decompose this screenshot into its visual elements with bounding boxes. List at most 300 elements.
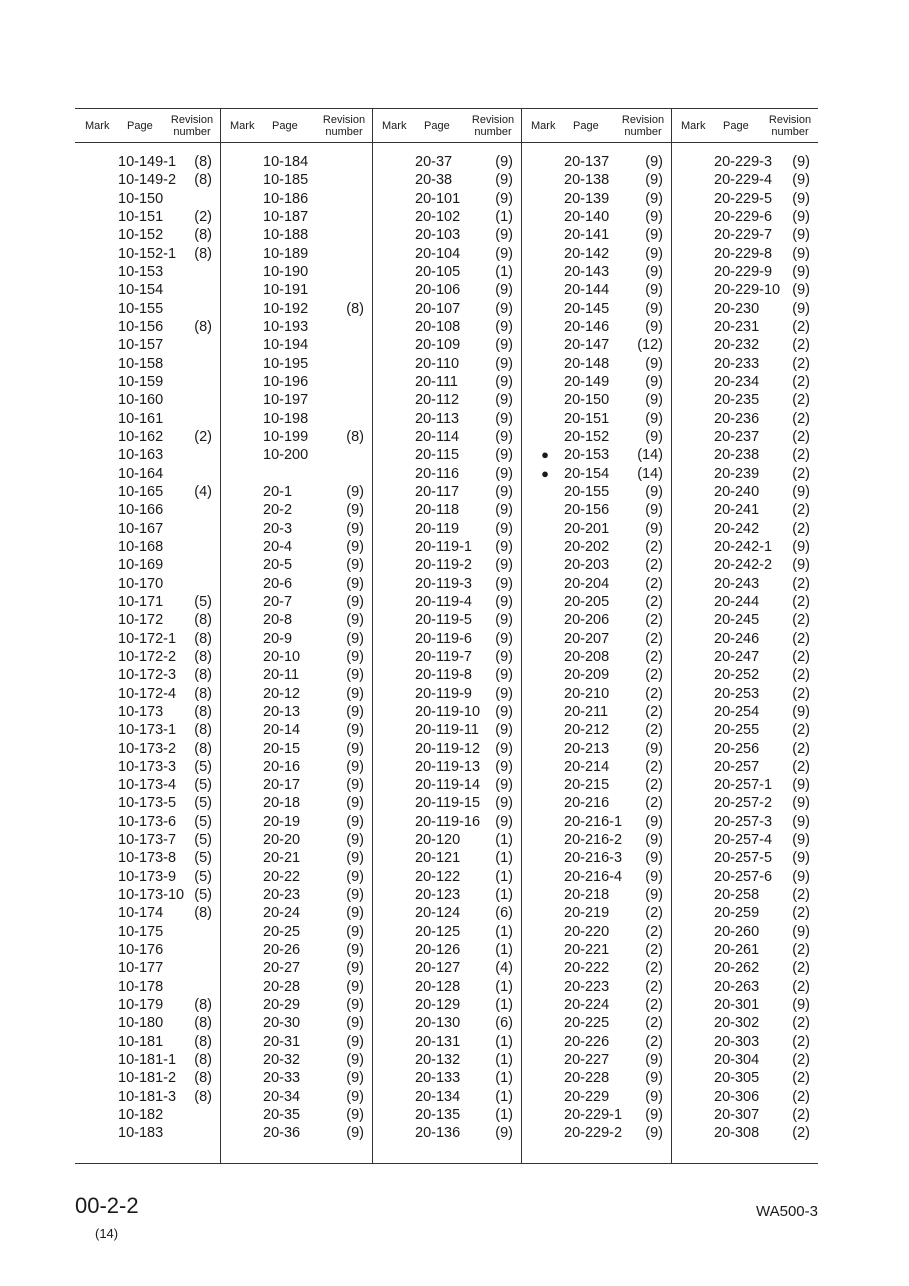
page-cell: 20-138 [564, 172, 610, 189]
revision-cell: (1) [495, 208, 513, 225]
revision-cell: (2) [792, 410, 810, 427]
page-cell: 20-239 [714, 465, 760, 482]
table-row [372, 483, 521, 501]
table-row [521, 1088, 671, 1106]
table-row [521, 373, 671, 391]
header-mark: Mark [531, 119, 556, 132]
revision-cell: (9) [645, 410, 663, 427]
page-cell: 20-257-3 [714, 813, 773, 830]
page-cell: 20-107 [415, 300, 461, 317]
table-row [372, 171, 521, 189]
rows [220, 153, 372, 1143]
page-cell: 20-15 [263, 740, 301, 757]
header-revision: Revision number [621, 113, 665, 138]
revision-cell: (2) [792, 942, 810, 959]
table-row [372, 355, 521, 373]
revision-cell: (9) [645, 300, 663, 317]
page-cell: 20-216-3 [564, 850, 623, 867]
revision-cell: (9) [792, 227, 810, 244]
table-row [75, 575, 220, 593]
revision-cell: (9) [495, 777, 513, 794]
table-row [372, 923, 521, 941]
page-cell: 20-150 [564, 392, 610, 409]
page-cell: 10-187 [263, 208, 309, 225]
table-row [220, 758, 372, 776]
table-row [372, 263, 521, 281]
page-cell: 20-115 [415, 447, 460, 464]
table-row [521, 1014, 671, 1032]
revision-cell: (2) [792, 1088, 810, 1105]
table-row [220, 941, 372, 959]
page-cell: 20-119-12 [415, 740, 481, 757]
table-row [671, 959, 818, 977]
table-row [75, 501, 220, 519]
table-row [671, 538, 818, 556]
revision-cell: (9) [495, 685, 513, 702]
table-row [671, 703, 818, 721]
page-cell: 20-20 [263, 832, 301, 849]
column-group [521, 109, 671, 1163]
header-page: Page [127, 119, 153, 132]
revision-cell: (2) [645, 777, 663, 794]
page-cell: 20-36 [263, 1125, 301, 1142]
revision-cell: (9) [645, 520, 663, 537]
table-row [372, 593, 521, 611]
table-row [671, 520, 818, 538]
page-cell: 20-119-16 [415, 813, 481, 830]
table-row [671, 794, 818, 812]
revision-cell: (9) [645, 428, 663, 445]
revision-cell: (5) [194, 593, 212, 610]
page-cell: 20-105 [415, 263, 461, 280]
page-cell: 20-221 [564, 942, 610, 959]
page-cell: 20-111 [415, 373, 458, 390]
page-cell: 20-34 [263, 1088, 301, 1105]
table-row [671, 245, 818, 263]
table-row [521, 1106, 671, 1124]
column-group [220, 109, 372, 1163]
table-row [372, 391, 521, 409]
table-row [75, 996, 220, 1014]
page-cell: 20-229-4 [714, 172, 773, 189]
table-row [671, 501, 818, 519]
revision-cell: (8) [346, 428, 364, 445]
table-row [220, 1088, 372, 1106]
table-row [220, 153, 372, 171]
page-cell: 10-185 [263, 172, 309, 189]
page-cell: 20-209 [564, 667, 610, 684]
page-cell: 20-218 [564, 887, 610, 904]
table-row [75, 685, 220, 703]
page-cell: 20-119-14 [415, 777, 481, 794]
table-row [372, 941, 521, 959]
revision-cell: (9) [495, 447, 513, 464]
table-row [75, 1088, 220, 1106]
table-row [220, 1069, 372, 1087]
table-row [671, 318, 818, 336]
revision-cell: (9) [346, 648, 364, 665]
page-cell: 10-158 [118, 355, 164, 372]
page-cell: 10-172-3 [118, 667, 177, 684]
page-cell: 20-208 [564, 648, 610, 665]
revision-table [75, 108, 818, 1164]
table-row [671, 996, 818, 1014]
revision-cell: (8) [194, 667, 212, 684]
table-row [220, 391, 372, 409]
table-row [521, 959, 671, 977]
revision-cell: (9) [495, 758, 513, 775]
revision-cell: (1) [495, 1107, 513, 1124]
revision-cell: (9) [645, 502, 663, 519]
revision-cell: (9) [346, 722, 364, 739]
revision-cell: (9) [346, 502, 364, 519]
revision-cell: (9) [495, 337, 513, 354]
page-cell: 20-212 [564, 722, 610, 739]
revision-cell: (1) [495, 850, 513, 867]
table-row [220, 1014, 372, 1032]
table-row [671, 1033, 818, 1051]
table-row [75, 263, 220, 281]
revision-cell: (5) [194, 868, 212, 885]
page-cell: 20-139 [564, 190, 610, 207]
revision-cell: (9) [792, 154, 810, 170]
page-cell: 20-229-7 [714, 227, 773, 244]
table-row [220, 721, 372, 739]
revision-cell: (9) [495, 538, 513, 555]
revision-cell: (8) [194, 1052, 212, 1069]
page-cell: 20-146 [564, 318, 610, 335]
table-row [521, 501, 671, 519]
page-cell: 20-27 [263, 960, 301, 977]
table-row [220, 1124, 372, 1142]
table-row [372, 538, 521, 556]
page-cell: 20-119-15 [415, 795, 481, 812]
page-cell: 10-152-1 [118, 245, 177, 262]
table-row [671, 391, 818, 409]
page-cell: 10-173-4 [118, 777, 177, 794]
page-cell: 10-176 [118, 942, 164, 959]
revision-cell: (9) [495, 1125, 513, 1142]
page-cell: 20-137 [564, 154, 610, 170]
revision-cell: (9) [792, 282, 810, 299]
table-row [521, 758, 671, 776]
page-revision: (14) [95, 1226, 119, 1241]
page-cell: 20-144 [564, 282, 610, 299]
revision-cell: (2) [792, 685, 810, 702]
page-cell: 20-232 [714, 337, 760, 354]
table-row [75, 593, 220, 611]
page-cell: 20-237 [714, 428, 760, 445]
table-row [521, 538, 671, 556]
page-number: 00-2-2 [75, 1193, 139, 1218]
revision-cell: (9) [346, 1070, 364, 1087]
revision-cell: (8) [194, 905, 212, 922]
revision-cell: (2) [792, 373, 810, 390]
revision-cell: (1) [495, 923, 513, 940]
table-row [220, 483, 372, 501]
table-row [75, 721, 220, 739]
table-row [372, 520, 521, 538]
revision-cell: (9) [645, 1070, 663, 1087]
page-cell: 10-172 [118, 612, 164, 629]
revision-cell: (9) [495, 520, 513, 537]
page-cell: 10-155 [118, 300, 164, 317]
table-row [75, 373, 220, 391]
revision-cell: (9) [645, 208, 663, 225]
header-revision: Revision number [322, 113, 366, 138]
page-cell: 10-173-5 [118, 795, 177, 812]
revision-cell: (9) [495, 502, 513, 519]
revision-cell: (2) [792, 502, 810, 519]
table-row [220, 904, 372, 922]
page-cell: 20-11 [263, 667, 300, 684]
table-row [521, 446, 671, 464]
table-row [372, 153, 521, 171]
revision-cell: (1) [495, 1033, 513, 1050]
revision-cell: (2) [792, 722, 810, 739]
table-row [75, 1033, 220, 1051]
table-row [372, 410, 521, 428]
table-row [75, 813, 220, 831]
table-row [521, 190, 671, 208]
page-cell: 10-183 [118, 1125, 164, 1142]
header-mark: Mark [681, 119, 706, 132]
revision-cell: (2) [792, 1015, 810, 1032]
table-row [372, 630, 521, 648]
page-cell: 20-229-6 [714, 208, 773, 225]
page-cell: 20-263 [714, 978, 760, 995]
page-cell: 10-172-4 [118, 685, 177, 702]
revision-cell: (9) [346, 685, 364, 702]
page-cell: 20-223 [564, 978, 610, 995]
page-cell: 20-216-1 [564, 813, 623, 830]
revision-cell: (5) [194, 758, 212, 775]
table-row [75, 941, 220, 959]
table-row [372, 1106, 521, 1124]
table-row [75, 1106, 220, 1124]
page-cell: 20-154 [564, 465, 610, 482]
page-cell: 20-29 [263, 997, 301, 1014]
page-cell: 20-118 [415, 502, 460, 519]
revision-cell: (9) [792, 795, 810, 812]
page-cell: 20-236 [714, 410, 760, 427]
page-cell: 20-152 [564, 428, 610, 445]
page-cell: 20-133 [415, 1070, 461, 1087]
page-cell: 20-261 [714, 942, 760, 959]
page-cell: 20-25 [263, 923, 301, 940]
revision-cell: (2) [645, 667, 663, 684]
revision-cell: (8) [194, 227, 212, 244]
table-row [220, 776, 372, 794]
table-row [372, 428, 521, 446]
table-row [521, 1069, 671, 1087]
revision-cell: (5) [194, 813, 212, 830]
page-cell: 20-37 [415, 154, 453, 170]
table-row [372, 465, 521, 483]
table-row [671, 465, 818, 483]
table-row [220, 685, 372, 703]
table-row [671, 941, 818, 959]
rows [75, 153, 220, 1143]
page-cell: 20-16 [263, 758, 301, 775]
table-row [372, 1051, 521, 1069]
revision-cell: (1) [495, 978, 513, 995]
page-cell: 20-257-2 [714, 795, 773, 812]
page-cell: 10-173-1 [118, 722, 177, 739]
page-cell: 20-211 [564, 703, 609, 720]
page-cell: 20-229-10 [714, 282, 781, 299]
page-cell: 10-181-3 [118, 1088, 177, 1105]
revision-cell: (9) [792, 538, 810, 555]
revision-cell: (2) [792, 887, 810, 904]
revision-cell: (9) [645, 1088, 663, 1105]
revision-cell: (9) [792, 483, 810, 500]
table-row [220, 886, 372, 904]
page-cell: 20-9 [263, 630, 293, 647]
revision-cell: (12) [637, 337, 663, 354]
revision-cell: (9) [346, 593, 364, 610]
revision-cell: (6) [495, 1015, 513, 1032]
page-cell: 20-119 [415, 520, 460, 537]
page-cell: 20-229-2 [564, 1125, 623, 1142]
page-cell: 20-155 [564, 483, 610, 500]
page-cell: 10-157 [118, 337, 164, 354]
revision-cell: (9) [495, 483, 513, 500]
page-cell: 20-151 [564, 410, 610, 427]
revision-cell: (2) [645, 1015, 663, 1032]
table-row [372, 611, 521, 629]
page-cell: 10-197 [263, 392, 309, 409]
revision-cell: (2) [194, 208, 212, 225]
page-cell: 10-167 [118, 520, 164, 537]
table-row [521, 904, 671, 922]
revision-cell: (9) [792, 923, 810, 940]
revision-cell: (9) [495, 813, 513, 830]
table-row [521, 886, 671, 904]
revision-cell: (8) [194, 648, 212, 665]
revision-cell: (2) [645, 575, 663, 592]
revision-cell: (9) [645, 868, 663, 885]
page-cell: 20-5 [263, 557, 293, 574]
page-cell: 20-106 [415, 282, 461, 299]
table-row [671, 648, 818, 666]
page-cell: 10-156 [118, 318, 164, 335]
page-cell: 20-35 [263, 1107, 301, 1124]
page-cell: 20-19 [263, 813, 301, 830]
page-cell: 10-173-10 [118, 887, 185, 904]
page-cell: 20-149 [564, 373, 610, 390]
revision-cell: (9) [346, 520, 364, 537]
page-cell: 20-216-4 [564, 868, 623, 885]
table-row [220, 923, 372, 941]
revision-cell: (5) [194, 832, 212, 849]
table-row [372, 794, 521, 812]
revision-cell: (2) [645, 722, 663, 739]
page-cell: 20-126 [415, 942, 461, 959]
revision-cell: (2) [792, 465, 810, 482]
page-cell: 20-241 [714, 502, 760, 519]
table-row [671, 300, 818, 318]
revision-cell: (2) [645, 703, 663, 720]
revision-cell: (9) [495, 227, 513, 244]
page-cell: 20-23 [263, 887, 301, 904]
revision-cell: (9) [792, 832, 810, 849]
revision-cell: (9) [346, 960, 364, 977]
table-row [521, 1033, 671, 1051]
page-cell: 10-174 [118, 905, 164, 922]
revision-cell: (9) [346, 758, 364, 775]
revision-cell: (2) [194, 428, 212, 445]
revision-cell: (9) [645, 483, 663, 500]
table-row [521, 685, 671, 703]
page-cell: 10-153 [118, 263, 164, 280]
header-mark: Mark [230, 119, 255, 132]
revision-cell: (9) [792, 245, 810, 262]
page-cell: 20-246 [714, 630, 760, 647]
page-cell: 20-38 [415, 172, 453, 189]
table-row [521, 666, 671, 684]
table-row [75, 153, 220, 171]
page-cell: 10-178 [118, 978, 164, 995]
table-row [372, 849, 521, 867]
table-row [671, 1014, 818, 1032]
page-cell: 20-125 [415, 923, 461, 940]
page-cell: 20-229-3 [714, 154, 773, 170]
page-cell: 20-229-1 [564, 1107, 623, 1124]
page-cell: 20-109 [415, 337, 461, 354]
table-row [220, 1051, 372, 1069]
revision-cell: (9) [346, 832, 364, 849]
revision-cell: (6) [495, 905, 513, 922]
page-cell: 10-152 [118, 227, 164, 244]
revision-cell: (5) [194, 795, 212, 812]
page-cell: 20-119-10 [415, 703, 481, 720]
revision-cell: (2) [645, 630, 663, 647]
page-cell: 10-179 [118, 997, 164, 1014]
revision-cell: (2) [792, 520, 810, 537]
page-cell: 10-161 [118, 410, 164, 427]
page-cell: 20-119-6 [415, 630, 472, 647]
table-row [75, 849, 220, 867]
revision-cell: (9) [495, 630, 513, 647]
page-cell: 10-160 [118, 392, 164, 409]
table-row [372, 886, 521, 904]
revision-cell: (8) [194, 318, 212, 335]
revision-cell: (9) [645, 850, 663, 867]
header-revision: Revision number [471, 113, 515, 138]
page-cell: 20-129 [415, 997, 461, 1014]
page-cell: 20-242-2 [714, 557, 773, 574]
page-cell: 20-143 [564, 263, 610, 280]
revision-cell: (9) [792, 777, 810, 794]
page-cell: 20-238 [714, 447, 760, 464]
table-row [220, 849, 372, 867]
page-cell: 20-216 [564, 795, 610, 812]
revision-cell: (9) [495, 282, 513, 299]
revision-cell: (8) [194, 997, 212, 1014]
revision-cell: (9) [495, 575, 513, 592]
table-row [75, 208, 220, 226]
table-row [220, 666, 372, 684]
revision-cell: (9) [346, 1088, 364, 1105]
table-row [220, 355, 372, 373]
table-row [671, 923, 818, 941]
page-cell: 20-119-7 [415, 648, 472, 665]
revision-cell: (1) [495, 868, 513, 885]
table-row [220, 520, 372, 538]
revision-cell: (5) [194, 777, 212, 794]
table-row [372, 813, 521, 831]
